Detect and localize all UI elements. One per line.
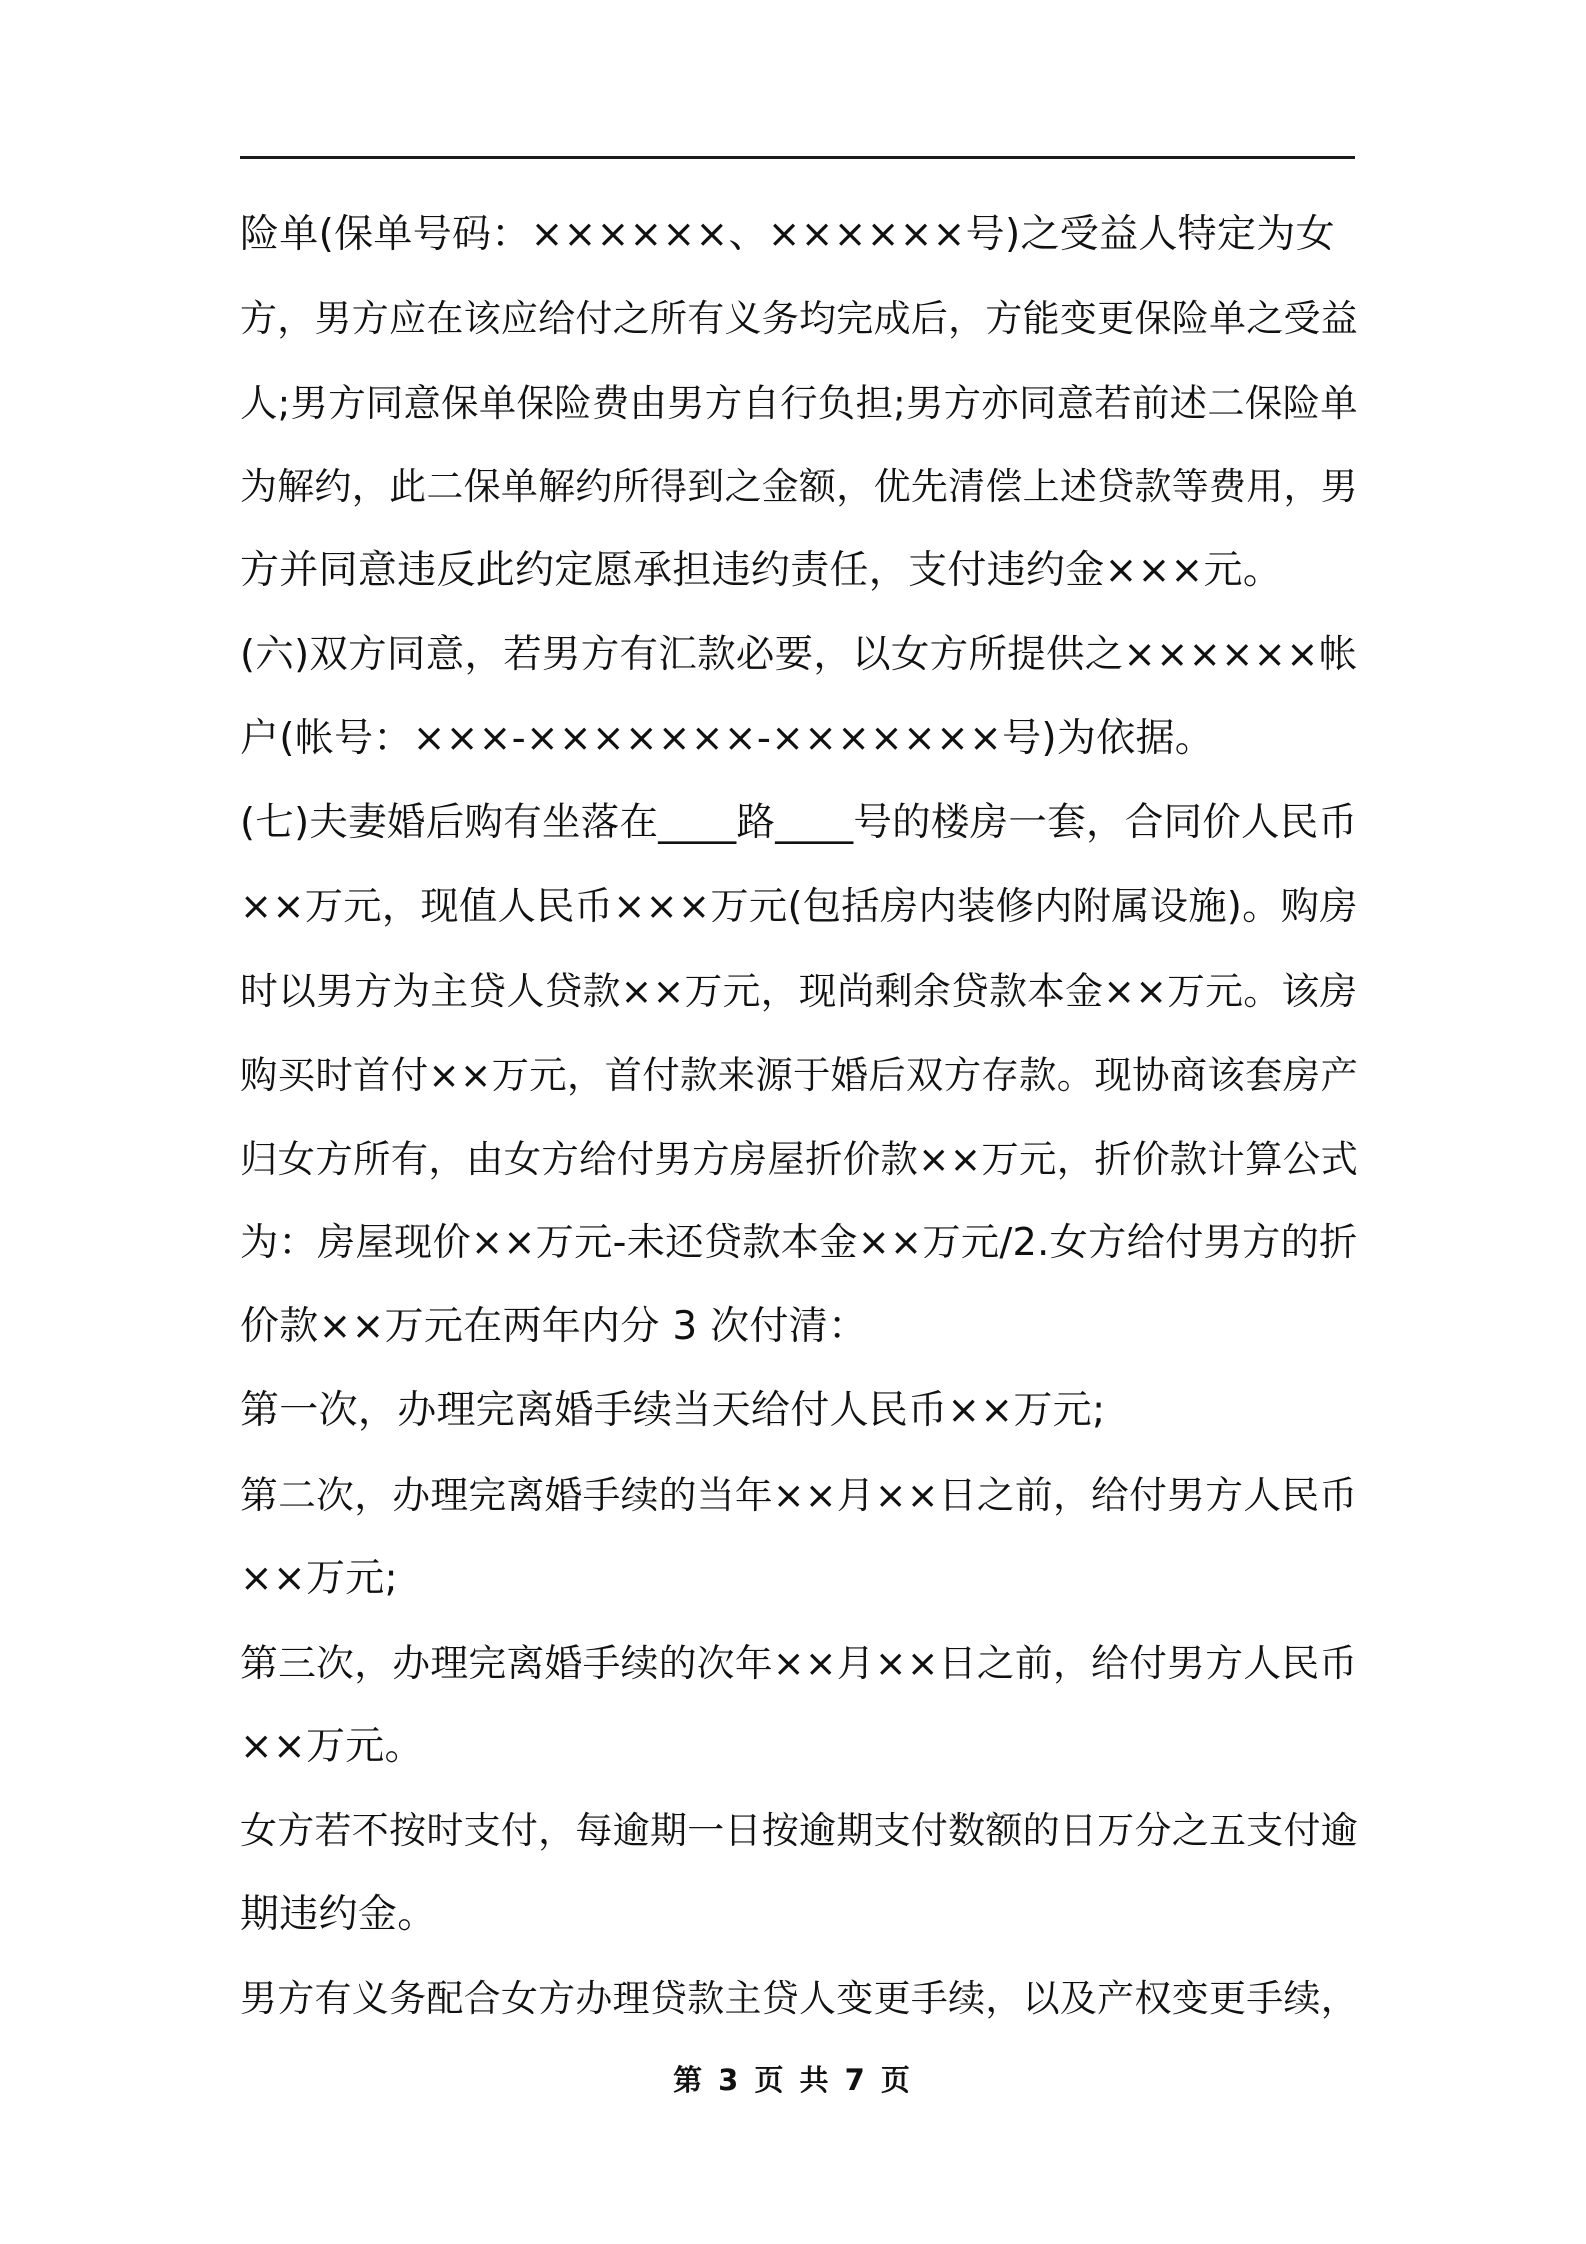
text-line: 购买时首付××万元，首付款来源于婚后双方存款。现协商该套房产 bbox=[240, 1053, 1359, 1097]
text-line: 价款××万元在两年内分 3 次付清： bbox=[240, 1304, 868, 1349]
page-number: 第 3 页 共 7 页 bbox=[673, 2063, 913, 2097]
text-line: 第二次，办理完离婚手续的当年××月××日之前，给付男方人民币 bbox=[240, 1473, 1358, 1517]
text-line: ××万元; bbox=[240, 1556, 398, 1601]
text-line: 方并同意违反此约定愿承担违约责任，支付违约金×××元。 bbox=[240, 548, 1283, 593]
text-line: 第三次，办理完离婚手续的次年××月××日之前，给付男方人民币 bbox=[240, 1641, 1358, 1685]
text-line: 为解约，此二保单解约所得到之金额，优先清偿上述贷款等费用，男 bbox=[240, 465, 1359, 508]
text-line: ××万元，现值人民币×××万元(包括房内装修内附属设施)。购房 bbox=[240, 884, 1358, 929]
text-line: 男方有义务配合女方办理贷款主贷人变更手续，以及产权变更手续， bbox=[240, 1977, 1359, 2020]
text-line: 户(帐号：×××-×××××××-×××××××号)为依据。 bbox=[240, 716, 1215, 761]
text-line: 第一次，办理完离婚手续当天给付人民币××万元; bbox=[240, 1388, 1106, 1433]
header-rule bbox=[240, 156, 1355, 159]
text-line: 期违约金。 bbox=[240, 1892, 437, 1937]
text-line: 归女方所有，由女方给付男方房屋折价款××万元，折价款计算公式 bbox=[240, 1137, 1359, 1181]
text-line: ××万元。 bbox=[240, 1724, 424, 1769]
text-line: (六)双方同意，若男方有汇款必要，以女方所提供之××××××帐 bbox=[240, 632, 1358, 677]
text-line: 女方若不按时支付，每逾期一日按逾期支付数额的日万分之五支付逾 bbox=[240, 1809, 1359, 1852]
text-line: (七)夫妻婚后购有坐落在____路____号的楼房一套，合同价人民币 bbox=[240, 800, 1358, 845]
text-line: 险单(保单号码：××××××、××××××号)之受益人特定为女 bbox=[240, 212, 1335, 257]
text-line: 方，男方应在该应给付之所有义务均完成后，方能变更保险单之受益 bbox=[240, 297, 1359, 340]
document-body bbox=[240, 193, 1358, 2041]
text-line: 时以男方为主贷人贷款××万元，现尚剩余贷款本金××万元。该房 bbox=[240, 969, 1358, 1013]
text-line: 人;男方同意保单保险费由男方自行负担;男方亦同意若前述二保险单 bbox=[240, 381, 1358, 425]
text-line: 为：房屋现价××万元-未还贷款本金××万元/2.女方给付男方的折 bbox=[240, 1221, 1358, 1265]
